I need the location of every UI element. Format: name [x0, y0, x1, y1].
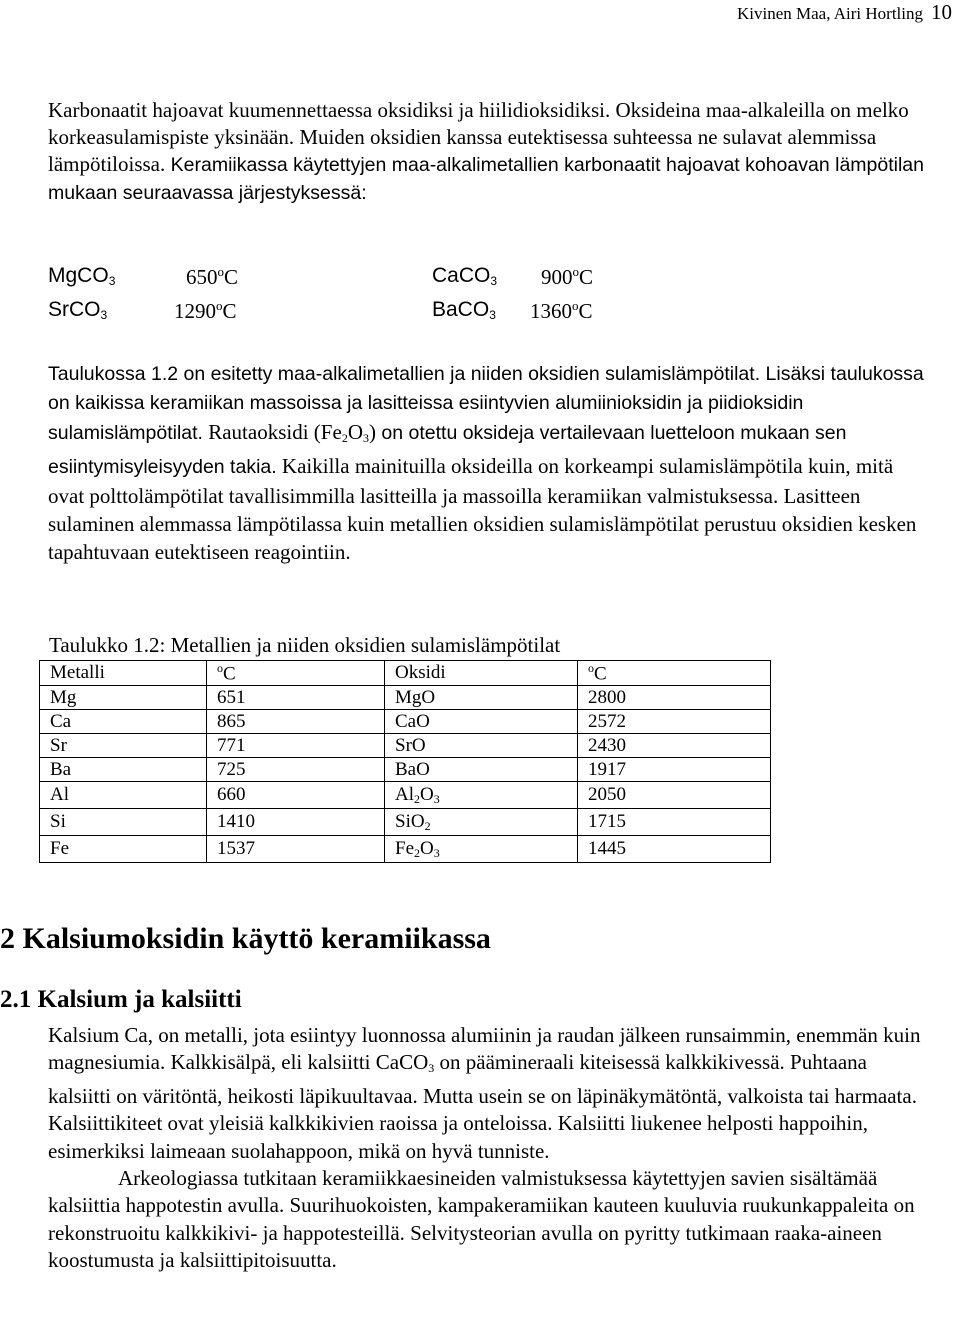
intro-part1: Karbonaatit hajoavat kuumennettaessa oksidiksi ja hiilidioksidiksi. Oksideina maa-alkaleilla on melko korkeasulamispiste yksinään. Muiden oksidien kanssa eutektisessa suhteessa ne sulavat alemmissa lämpötiloissa. — [48, 98, 909, 176]
section-2-1-p1-sub: 3 — [428, 1061, 435, 1076]
carbonate-formula: SrCO$_3$ — [48, 298, 108, 322]
oxide-cell: MgO — [385, 686, 578, 710]
oxide-cell: SiO$_2$ — [385, 809, 578, 836]
carbonate-temp: 650$^o$C — [186, 264, 239, 289]
header-cell: Metalli — [40, 661, 207, 686]
header-authors: Kivinen Maa, Airi Hortling — [736, 4, 923, 23]
metal-mp-cell: 771 — [207, 734, 385, 758]
page-number: 10 — [931, 0, 952, 24]
section-2-1-body — [48, 1022, 928, 1275]
header-cell: $^o$C — [207, 661, 385, 686]
metal-cell: Fe — [40, 836, 207, 863]
metal-mp-cell: 1410 — [207, 809, 385, 836]
page-header — [737, 0, 952, 25]
metal-cell: Ca — [40, 710, 207, 734]
oxide-cell: BaO — [385, 758, 578, 782]
para2-d: Kaikilla mainituilla oksideilla on korkeampi sulamislämpötila kuin, mitä ovat polttolämpötilat tavallisimmilla lasitteilla ja massoilla keramiikan valmistuksessa. — [48, 454, 894, 508]
carbonate-formula: MgCO$_3$ — [48, 264, 116, 288]
para2-b: Rautaoksidi $(Fe_2O_3)$ — [202, 419, 376, 445]
section-2-heading: 2 Kalsiumoksidin käyttö keramiikassa — [0, 922, 491, 955]
para2-c: on otettu oksideja vertailevaan luetteloon mukaan sen esiintymisyleisyyden takia. — [48, 421, 847, 479]
carbonate-temp: 1360$^o$C — [530, 298, 593, 323]
intro-paragraph — [48, 97, 928, 207]
oxide-cell: $Fe_2O_3$ — [385, 836, 578, 863]
metal-mp-cell: 865 — [207, 710, 385, 734]
oxide-mp-cell: 2572 — [578, 710, 771, 734]
metal-cell: Mg — [40, 686, 207, 710]
oxide-mp-cell: 2050 — [578, 782, 771, 809]
metal-mp-cell: 1537 — [207, 836, 385, 863]
oxide-mp-cell: 1445 — [578, 836, 771, 863]
metal-cell: Sr — [40, 734, 207, 758]
metal-mp-cell: 725 — [207, 758, 385, 782]
metal-mp-cell: 660 — [207, 782, 385, 809]
carbonate-temp: 900$^o$C — [541, 264, 594, 289]
para2-e: Lasitteen sulaminen alemmassa lämpötilassa kuin metallien oksidien sulamislämpötilat perustuu oksidien kesken tapahtuvaan eutektiseen reagointiin. — [48, 483, 917, 565]
table-row — [40, 809, 771, 836]
carbonate-temp: 1290$^o$C — [174, 298, 237, 323]
section-2-1-p1-rest: on päämineraali kiteisessä kalkkikivessä. Puhtaana kalsiitti on väritöntä, heikosti läpikuultavaa. Mutta usein se on läpinäkymätöntä, valkoista tai harmaata. Kalsiittikiteet ovat yleisiä kalkkikivien raoissa ja onteloissa. Kalsiitti liukenee helposti happoihin, esimerkiksi laimeaan suolahappoon, mikä on hyvä tunniste. — [48, 1050, 917, 1163]
table-row — [40, 710, 771, 734]
oxide-mp-cell: 2430 — [578, 734, 771, 758]
metal-cell: Al — [40, 782, 207, 809]
oxide-cell: CaO — [385, 710, 578, 734]
section-2-1-heading: 2.1 Kalsium ja kalsiitti — [0, 986, 242, 1013]
table-row — [40, 758, 771, 782]
oxide-mp-cell: 1715 — [578, 809, 771, 836]
oxide-cell: $Al_2O_3$ — [385, 782, 578, 809]
oxide-cell: SrO — [385, 734, 578, 758]
oxide-mp-cell: 2800 — [578, 686, 771, 710]
section-2-1-p2: Arkeologiassa tutkitaan keramiikkaesineiden valmistuksessa käytettyjen savien sisältämää kalsiittia happotestin avulla. Suurihuokoisten, kampakeramiikan kauteen kuuluvia ruukunkappaleita on rekonstruoitu kalkkikivi- ja happotesteillä. Selvitysteorian avulla on pyritty tutkimaan raaka-aineen koostumusta ja kalsiittipitoisuutta. — [48, 1166, 915, 1273]
header-cell: $^o$C — [578, 661, 771, 686]
table-intro-paragraph — [48, 359, 928, 567]
metal-cell: Ba — [40, 758, 207, 782]
table-header-row — [40, 661, 771, 686]
table-row — [40, 734, 771, 758]
para2-a: Taulukossa 1.2 on esitetty maa-alkalimetallien ja niiden oksidien sulamislämpötilat. Lisäksi taulukossa on kaikissa keramiikan massoissa ja lasitteissa esiintyvien alumiinioksidin ja piidioksidin sulamislämpötilat. — [48, 363, 924, 444]
table-row — [40, 686, 771, 710]
metal-mp-cell: 651 — [207, 686, 385, 710]
carbonate-formula: CaCO$_3$ — [432, 264, 498, 288]
table-caption: Taulukko 1.2: Metallien ja niiden oksidien sulamislämpötilat — [49, 633, 561, 657]
table-row — [40, 836, 771, 863]
table-row — [40, 782, 771, 809]
melting-point-table — [39, 660, 771, 863]
header-cell: Oksidi — [385, 661, 578, 686]
oxide-mp-cell: 1917 — [578, 758, 771, 782]
metal-cell: Si — [40, 809, 207, 836]
intro-part2: Keramiikassa käytettyjen maa-alkalimetallien karbonaatit hajoavat kohoavan lämpötilan mukaan seuraavassa järjestyksessä: — [48, 154, 924, 204]
carbonate-formula: BaCO$_3$ — [432, 298, 496, 322]
section-2-1-p1: Kalsium Ca, on metalli, jota esiintyy luonnossa alumiinin ja raudan jälkeen runsaimmin, enemmän kuin magnesiumia. Kalkkisälpä, eli kalsiitti CaCO — [48, 1023, 921, 1075]
